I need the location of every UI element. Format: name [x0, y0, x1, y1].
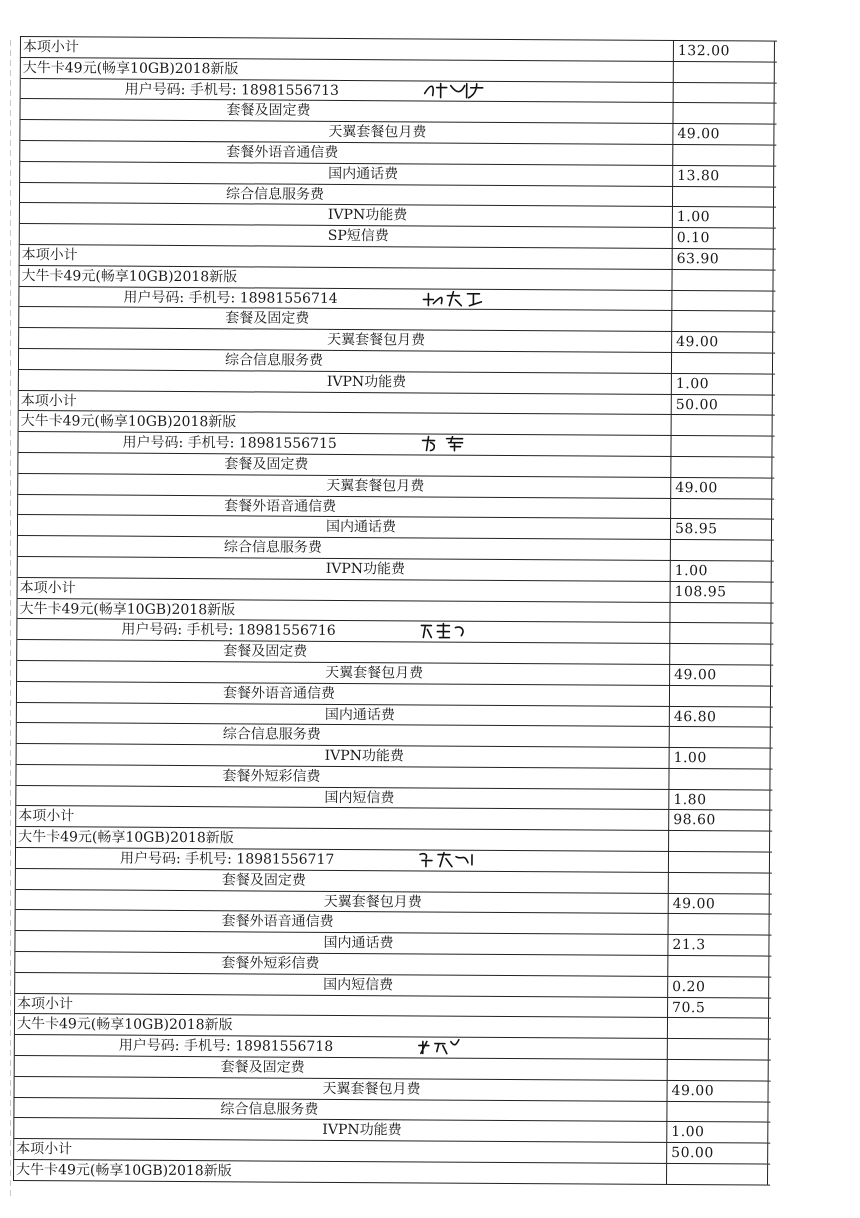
handwritten-signature [415, 1036, 485, 1058]
row-amount [671, 270, 773, 290]
row-amount: 63.90 [672, 249, 774, 269]
row-amount [670, 457, 772, 477]
signature-icon [421, 79, 491, 101]
row-amount [671, 415, 773, 435]
row-label: 套餐外语音通信费 [224, 497, 337, 515]
row-label: 大牛卡49元(畅享10GB)2018新版 [16, 1162, 232, 1180]
row-amount [667, 1018, 769, 1038]
row-amount [671, 311, 773, 331]
row-label: 综合信息服务费 [222, 726, 321, 744]
row-label: 国内短信费 [323, 976, 394, 994]
handwritten-signature [419, 287, 489, 309]
row-label: 大牛卡49元(畅享10GB)2018新版 [20, 413, 237, 431]
row-label: 大牛卡49元(畅享10GB)2018新版 [16, 1016, 233, 1034]
row-amount [667, 1060, 769, 1080]
row-label: 套餐及固定费 [220, 1059, 305, 1076]
row-label: 本项小计 [22, 39, 79, 56]
row-amount: 1.80 [668, 790, 770, 810]
row-label: 套餐外语音通信费 [222, 684, 336, 702]
row-label: 用户号码: 手机号: 18981556718 [118, 1037, 334, 1056]
row-amount: 58.95 [670, 519, 772, 539]
row-label: 套餐外语音通信费 [226, 144, 339, 161]
row-label: 本项小计 [20, 392, 77, 409]
row-amount: 132.00 [673, 41, 775, 61]
row-label: 套餐外语音通信费 [221, 913, 334, 931]
row-label: 套餐外短彩信费 [222, 768, 321, 785]
row-amount: 0.20 [667, 977, 769, 997]
row-label: 用户号码: 手机号: 18981556715 [122, 434, 337, 453]
row-label: 天翼套餐包月费 [326, 477, 425, 495]
row-amount: 1.00 [670, 561, 772, 581]
row-amount: 49.00 [670, 478, 772, 498]
row-label: 套餐及固定费 [225, 310, 310, 328]
row-label: 综合信息服务费 [225, 185, 325, 203]
row-amount: 1.00 [669, 748, 771, 768]
row-label: 国内短信费 [324, 789, 395, 806]
row-amount [668, 831, 770, 851]
row-label: 用户号码: 手机号: 18981556717 [119, 850, 335, 869]
row-label: 本项小计 [21, 246, 78, 264]
row-amount: 1.00 [672, 207, 774, 227]
row-amount [673, 83, 775, 103]
row-amount: 49.00 [672, 124, 774, 144]
row-label: 综合信息服务费 [223, 539, 322, 556]
row-label: 综合信息服务费 [220, 1100, 319, 1118]
row-amount [669, 686, 771, 706]
row-amount [669, 727, 771, 747]
row-amount [668, 852, 770, 872]
row-amount: 1.00 [671, 374, 773, 394]
row-label: 天翼套餐包月费 [323, 893, 422, 911]
row-amount [668, 769, 770, 789]
row-amount [673, 62, 775, 82]
row-amount: 13.80 [672, 166, 774, 186]
billing-table [13, 36, 777, 1185]
handwritten-signature [417, 620, 487, 642]
row-amount [671, 353, 773, 373]
row-label: 本项小计 [16, 1141, 73, 1158]
row-amount [672, 187, 774, 207]
row-label: 天翼套餐包月费 [322, 1080, 421, 1098]
handwritten-signature [416, 849, 486, 871]
row-amount [672, 145, 774, 165]
row-amount [668, 914, 770, 934]
row-amount [668, 873, 770, 893]
handwritten-signature [421, 79, 491, 101]
row-amount [667, 956, 769, 976]
row-label: IVPN功能费 [322, 1122, 402, 1139]
row-amount: 49.00 [667, 1081, 769, 1101]
row-label: 国内通话费 [323, 935, 394, 952]
row-amount: 98.60 [668, 810, 770, 830]
row-amount: 1.00 [666, 1122, 768, 1142]
row-label: 天翼套餐包月费 [325, 664, 424, 682]
signature-icon [417, 620, 487, 642]
row-label: IVPN功能费 [326, 373, 407, 391]
row-label: 大牛卡49元(畅享10GB)2018新版 [18, 829, 234, 847]
row-amount: 50.00 [666, 1143, 768, 1163]
row-label: SP短信费 [327, 228, 389, 245]
row-label: 用户号码: 手机号: 18981556713 [124, 81, 340, 99]
row-label: 国内通话费 [328, 165, 399, 183]
row-amount [670, 436, 772, 456]
row-amount [666, 1102, 768, 1122]
row-label: 大牛卡49元(畅享10GB)2018新版 [21, 267, 238, 286]
row-label: IVPN功能费 [325, 560, 406, 578]
row-amount [669, 644, 771, 664]
row-amount [669, 623, 771, 643]
row-amount: 46.80 [669, 706, 771, 726]
row-label: 国内通话费 [324, 706, 395, 723]
signature-icon [419, 287, 489, 309]
row-amount [669, 602, 771, 622]
row-label: 国内通话费 [325, 519, 397, 536]
row-label: 套餐及固定费 [226, 102, 311, 120]
signature-icon [418, 433, 488, 455]
row-amount [667, 1039, 769, 1059]
row-label: 本项小计 [19, 579, 76, 597]
row-amount: 49.00 [671, 332, 773, 352]
row-label: IVPN功能费 [324, 747, 404, 765]
row-label: 大牛卡49元(畅享10GB)2018新版 [19, 600, 236, 618]
row-label: IVPN功能费 [327, 207, 408, 224]
signature-icon [415, 1036, 485, 1058]
row-label: 综合信息服务费 [224, 352, 324, 369]
row-label: 天翼套餐包月费 [328, 124, 427, 141]
row-amount: 0.10 [672, 228, 774, 248]
row-label: 套餐外短彩信费 [221, 955, 320, 972]
row-amount [670, 540, 772, 560]
row-label: 大牛卡49元(畅享10GB)2018新版 [22, 59, 239, 78]
row-label: 用户号码: 手机号: 18981556714 [123, 289, 338, 307]
handwritten-signature [418, 433, 488, 455]
row-label: 套餐及固定费 [221, 872, 306, 889]
row-amount: 70.5 [667, 998, 769, 1018]
row-label: 套餐及固定费 [223, 643, 308, 660]
row-amount: 108.95 [670, 582, 772, 602]
row-label: 本项小计 [18, 808, 75, 825]
row-amount: 21.3 [667, 935, 769, 955]
signature-icon [416, 849, 486, 871]
row-label: 本项小计 [17, 995, 74, 1012]
row-amount: 49.00 [668, 894, 770, 914]
binding-edge [10, 40, 11, 1200]
row-amount [666, 1164, 768, 1184]
row-amount: 49.00 [669, 665, 771, 685]
row-label: 天翼套餐包月费 [327, 332, 426, 349]
row-amount [671, 291, 773, 311]
row-amount: 50.00 [671, 395, 773, 415]
table-row [14, 1160, 770, 1185]
row-label: 套餐及固定费 [224, 456, 309, 473]
row-amount [670, 499, 772, 519]
row-label: 用户号码: 手机号: 18981556716 [121, 621, 336, 640]
row-amount [672, 103, 774, 123]
